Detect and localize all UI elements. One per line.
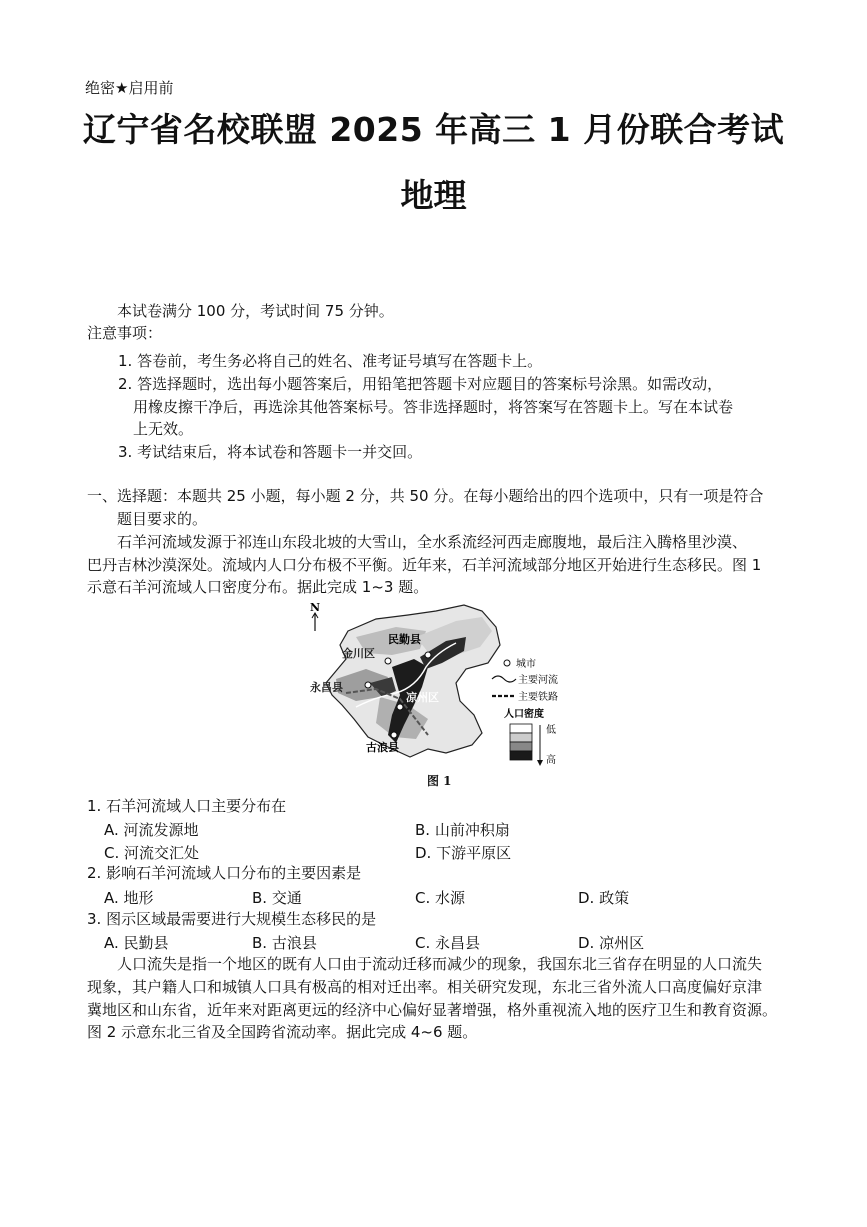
passage-1-line-3: 示意石羊河流域人口密度分布。据此完成 1~3 题。 bbox=[87, 578, 429, 596]
question-2-option-c[interactable]: C. 水源 bbox=[415, 889, 466, 907]
note-2-line-3: 上无效。 bbox=[133, 420, 194, 438]
city-marker-yongchang bbox=[365, 682, 371, 688]
city-marker-minqin bbox=[425, 652, 431, 658]
question-1-option-d[interactable]: D. 下游平原区 bbox=[415, 844, 512, 862]
legend-city: 城市 bbox=[516, 659, 536, 670]
legend-low: 低 bbox=[546, 725, 556, 736]
question-3-option-d[interactable]: D. 凉州区 bbox=[578, 934, 645, 952]
note-2-line-1: 2. 答选择题时，选出每小题答案后，用铅笔把答题卡对应题目的答案标号涂黑。如需改动， bbox=[118, 375, 723, 393]
question-1-option-a[interactable]: A. 河流发源地 bbox=[104, 821, 199, 839]
question-2-option-a[interactable]: A. 地形 bbox=[104, 889, 154, 907]
score-line: 本试卷满分 100 分，考试时间 75 分钟。 bbox=[117, 302, 394, 320]
question-1-option-b[interactable]: B. 山前冲积扇 bbox=[415, 821, 510, 839]
figure-1-caption: 图 1 bbox=[427, 774, 452, 788]
question-2-option-d[interactable]: D. 政策 bbox=[578, 889, 630, 907]
question-3-stem: 3. 图示区域最需要进行大规模生态移民的是 bbox=[87, 910, 377, 928]
section-heading-line-1: 一、选择题：本题共 25 小题，每小题 2 分，共 50 分。在每小题给出的四个选项中，只有一项是符合 bbox=[87, 487, 764, 505]
note-3: 3. 考试结束后，将本试卷和答题卡一并交回。 bbox=[118, 443, 423, 461]
legend-railway: 主要铁路 bbox=[518, 692, 558, 703]
legend-river: 主要河流 bbox=[518, 675, 558, 686]
legend-city-icon bbox=[504, 660, 510, 666]
city-marker-liangzhou bbox=[397, 704, 403, 710]
subject-title: 地理 bbox=[400, 176, 467, 215]
label-gulang: 古浪县 bbox=[366, 741, 399, 754]
legend-density-title: 人口密度 bbox=[504, 709, 544, 720]
passage-1-line-1: 石羊河流域发源于祁连山东段北坡的大雪山，全水系流经河西走廊腹地，最后注入腾格里沙漠、 bbox=[117, 533, 748, 551]
legend-high: 高 bbox=[546, 755, 556, 766]
label-yongchang: 永昌县 bbox=[310, 681, 343, 694]
section-heading-line-2: 题目要求的。 bbox=[117, 510, 208, 528]
note-2-line-2: 用橡皮擦干净后，再选涂其他答案标号。答非选择题时，将答案写在答题卡上。写在本试卷 bbox=[133, 398, 734, 416]
label-liangzhou: 凉州区 bbox=[406, 691, 439, 704]
question-2-stem: 2. 影响石羊河流域人口分布的主要因素是 bbox=[87, 864, 362, 882]
exam-title: 辽宁省名校联盟 2025 年高三 1 月份联合考试 bbox=[82, 110, 785, 149]
city-marker-jinchuan bbox=[385, 658, 391, 664]
label-minqin: 民勤县 bbox=[388, 633, 421, 646]
passage-2-line-1: 人口流失是指一个地区的既有人口由于流动迁移而减少的现象，我国东北三省存在明显的人口流失 bbox=[117, 955, 763, 973]
question-2-option-b[interactable]: B. 交通 bbox=[252, 889, 302, 907]
passage-2-line-4: 图 2 示意东北三省及全国跨省流动率。据此完成 4~6 题。 bbox=[87, 1023, 478, 1041]
label-jinchuan: 金川区 bbox=[342, 647, 375, 660]
question-3-option-c[interactable]: C. 永昌县 bbox=[415, 934, 481, 952]
confidential-label: 绝密★启用前 bbox=[85, 79, 174, 97]
legend-river-icon bbox=[492, 676, 516, 682]
passage-2-line-3: 冀地区和山东省，近年来对距离更远的经济中心偏好显著增强，格外重视流入地的医疗卫生和教育资源。 bbox=[87, 1001, 778, 1019]
north-label: N bbox=[310, 601, 321, 614]
city-marker-gulang bbox=[391, 732, 397, 738]
question-3-option-a[interactable]: A. 民勤县 bbox=[104, 934, 169, 952]
question-3-option-b[interactable]: B. 古浪县 bbox=[252, 934, 317, 952]
question-1-stem: 1. 石羊河流域人口主要分布在 bbox=[87, 797, 287, 815]
figure-1-population-density-map bbox=[296, 597, 576, 775]
note-1: 1. 答卷前，考生务必将自己的姓名、准考证号填写在答题卡上。 bbox=[118, 352, 543, 370]
passage-1-line-2: 巴丹吉林沙漠深处。流域内人口分布极不平衡。近年来，石羊河流域部分地区开始进行生态移民。图 1 bbox=[87, 556, 762, 574]
question-1-option-c[interactable]: C. 河流交汇处 bbox=[104, 844, 200, 862]
notes-title: 注意事项： bbox=[87, 324, 163, 342]
passage-2-line-2: 现象，其户籍人口和城镇人口具有极高的相对迁出率。相关研究发现，东北三省外流人口高度偏好京津 bbox=[87, 978, 763, 996]
